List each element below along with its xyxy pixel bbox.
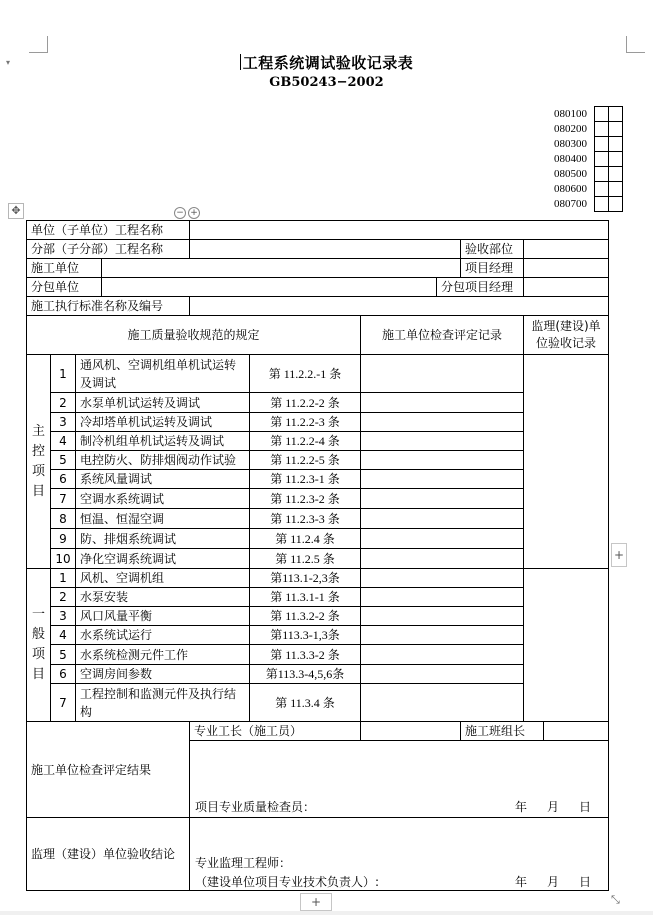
general-item-no: 6 — [51, 665, 76, 684]
main-item-no: 2 — [51, 393, 76, 413]
subcontractor-label: 分包单位 — [27, 278, 102, 297]
main-item-check-input[interactable] — [361, 470, 524, 489]
main-item-name: 通风机、空调机组单机试运转及调试 — [76, 355, 250, 393]
code-checkbox[interactable] — [609, 122, 623, 137]
general-item-name: 风机、空调机组 — [76, 569, 250, 588]
general-item-no: 1 — [51, 569, 76, 588]
general-item-clause: 第 11.3.3-2 条 — [250, 645, 361, 665]
code-checkbox[interactable] — [595, 137, 609, 152]
general-item-name: 水泵安装 — [76, 588, 250, 607]
quality-inspector-label: 项目专业质量检查员： — [195, 800, 316, 814]
main-item-check-input[interactable] — [361, 451, 524, 470]
sub-project-input[interactable] — [190, 240, 461, 259]
standard-name-label: 施工执行标准名称及编号 — [27, 297, 190, 316]
main-item-check-input[interactable] — [361, 549, 524, 569]
main-item-no: 9 — [51, 529, 76, 549]
add-table-row-icon[interactable]: + — [300, 893, 332, 911]
main-item-name: 恒温、恒湿空调 — [76, 509, 250, 529]
general-item-no: 7 — [51, 684, 76, 722]
date-day-label: 日 — [579, 875, 592, 889]
general-item-no: 4 — [51, 626, 76, 645]
main-item-no: 8 — [51, 509, 76, 529]
foreman-label: 专业工长（施工员） — [190, 722, 361, 741]
general-item-check-input[interactable] — [361, 607, 524, 626]
date-year-label: 年 — [515, 875, 528, 889]
team-leader-label: 施工班组长 — [461, 722, 544, 741]
main-item-no: 10 — [51, 549, 76, 569]
main-group-supervisor-input[interactable] — [524, 355, 609, 569]
main-item-clause: 第 11.2.3-1 条 — [250, 470, 361, 489]
contractor-result-area[interactable] — [190, 741, 609, 818]
project-manager-input[interactable] — [524, 259, 609, 278]
sub-project-manager-input[interactable] — [524, 278, 609, 297]
date-month-label: 月 — [547, 875, 560, 889]
code-checkbox[interactable] — [595, 122, 609, 137]
category-code: 080100 — [553, 107, 595, 122]
main-item-clause: 第 11.2.2-4 条 — [250, 432, 361, 451]
page-gutter — [0, 911, 653, 915]
team-leader-input[interactable] — [544, 722, 609, 741]
category-code: 080600 — [553, 182, 595, 197]
date-day-label: 日 — [579, 800, 592, 814]
page-corner-mark-top-right — [626, 36, 645, 53]
general-item-clause: 第 11.3.2-2 条 — [250, 607, 361, 626]
main-item-no: 4 — [51, 432, 76, 451]
contractor-label: 施工单位 — [27, 259, 102, 278]
general-item-name: 空调房间参数 — [76, 665, 250, 684]
unit-project-input[interactable] — [190, 221, 609, 240]
date-month-label: 月 — [547, 800, 560, 814]
code-checkbox[interactable] — [595, 197, 609, 212]
column-header-contractor-check: 施工单位检查评定记录 — [361, 316, 524, 355]
text-cursor — [240, 54, 241, 70]
contractor-input[interactable] — [102, 259, 461, 278]
general-item-name: 水系统试运行 — [76, 626, 250, 645]
main-item-name: 净化空调系统调试 — [76, 549, 250, 569]
supervisor-conclusion-area[interactable] — [190, 818, 609, 891]
insert-column-icon[interactable]: + — [188, 207, 200, 219]
group-char: 项 — [31, 463, 45, 479]
general-item-check-input[interactable] — [361, 569, 524, 588]
main-item-clause: 第 11.2.2.-1 条 — [250, 355, 361, 393]
main-item-no: 7 — [51, 489, 76, 509]
main-item-clause: 第 11.2.3-2 条 — [250, 489, 361, 509]
supervisor-conclusion-label: 监理（建设）单位验收结论 — [27, 818, 190, 891]
general-item-name: 风口风量平衡 — [76, 607, 250, 626]
main-item-check-input[interactable] — [361, 509, 524, 529]
main-item-check-input[interactable] — [361, 393, 524, 413]
table-resize-icon[interactable]: ⤡ — [611, 893, 620, 906]
main-item-name: 防、排烟系统调试 — [76, 529, 250, 549]
main-item-name: 系统风量调试 — [76, 470, 250, 489]
delete-column-icon[interactable]: − — [174, 207, 186, 219]
acceptance-part-label: 验收部位 — [461, 240, 524, 259]
code-checkbox[interactable] — [609, 137, 623, 152]
main-item-clause: 第 11.2.4 条 — [250, 529, 361, 549]
category-code: 080700 — [553, 197, 595, 212]
main-control-group-label — [27, 355, 51, 569]
category-code: 080400 — [553, 152, 595, 167]
main-item-name: 电控防火、防排烟阀动作试验 — [76, 451, 250, 470]
main-item-name: 空调水系统调试 — [76, 489, 250, 509]
general-group-label — [27, 569, 51, 722]
document-title — [0, 52, 653, 73]
general-item-check-input[interactable] — [361, 645, 524, 665]
group-char: 项 — [31, 647, 45, 662]
code-checkbox[interactable] — [609, 107, 623, 122]
main-item-no: 3 — [51, 413, 76, 432]
date-year-label: 年 — [515, 800, 528, 814]
main-item-clause: 第 11.2.2-3 条 — [250, 413, 361, 432]
code-checkbox[interactable] — [595, 107, 609, 122]
column-header-spec: 施工质量验收规范的规定 — [27, 316, 361, 355]
general-item-check-input[interactable] — [361, 626, 524, 645]
column-header-supervisor-accept: 监理(建设)单位验收记录 — [524, 316, 609, 355]
main-item-check-input[interactable] — [361, 489, 524, 509]
category-code-table — [553, 106, 623, 212]
foreman-input[interactable] — [361, 722, 461, 741]
general-item-clause: 第113.3-4,5,6条 — [250, 665, 361, 684]
code-checkbox[interactable] — [595, 152, 609, 167]
acceptance-part-input[interactable] — [524, 240, 609, 259]
general-item-no: 3 — [51, 607, 76, 626]
table-move-handle-icon[interactable]: ✥ — [8, 203, 24, 219]
category-code: 080200 — [553, 122, 595, 137]
general-item-no: 2 — [51, 588, 76, 607]
main-item-check-input[interactable] — [361, 432, 524, 451]
supervising-engineer-label: 专业监理工程师： — [195, 856, 292, 870]
main-item-check-input[interactable] — [361, 355, 524, 393]
code-checkbox[interactable] — [595, 182, 609, 197]
general-item-check-input[interactable] — [361, 684, 524, 722]
document-title-text: 工程系统调试验收记录表 — [242, 54, 414, 72]
code-checkbox[interactable] — [609, 152, 623, 167]
group-char: 般 — [31, 627, 45, 642]
project-manager-label: 项目经理 — [461, 259, 524, 278]
general-group-supervisor-input[interactable] — [524, 569, 609, 722]
code-checkbox[interactable] — [609, 182, 623, 197]
add-row-icon[interactable]: + — [611, 543, 627, 567]
main-item-clause: 第 11.2.5 条 — [250, 549, 361, 569]
general-item-check-input[interactable] — [361, 665, 524, 684]
page-corner-mark-top-left — [29, 36, 48, 53]
general-item-no: 5 — [51, 645, 76, 665]
general-item-clause: 第113.1-2,3条 — [250, 569, 361, 588]
category-code: 080500 — [553, 167, 595, 182]
category-code: 080300 — [553, 137, 595, 152]
main-item-check-input[interactable] — [361, 529, 524, 549]
general-item-check-input[interactable] — [361, 588, 524, 607]
main-item-no: 6 — [51, 470, 76, 489]
main-item-clause: 第 11.2.2-2 条 — [250, 393, 361, 413]
general-item-clause: 第113.3-1,3条 — [250, 626, 361, 645]
group-char: 主 — [31, 423, 45, 439]
group-char: 目 — [31, 667, 45, 682]
general-item-name: 工程控制和监测元件及执行结构 — [76, 684, 250, 722]
general-item-clause: 第 11.3.4 条 — [250, 684, 361, 722]
code-checkbox[interactable] — [609, 167, 623, 182]
code-checkbox[interactable] — [595, 167, 609, 182]
general-item-clause: 第 11.3.1-1 条 — [250, 588, 361, 607]
main-item-name: 冷却塔单机试运转及调试 — [76, 413, 250, 432]
code-checkbox[interactable] — [609, 197, 623, 212]
main-item-clause: 第 11.2.2-5 条 — [250, 451, 361, 470]
sub-project-label: 分部（子分部）工程名称 — [27, 240, 190, 259]
collapse-arrow-icon[interactable]: ▾ — [6, 58, 11, 67]
main-item-no: 5 — [51, 451, 76, 470]
main-item-check-input[interactable] — [361, 413, 524, 432]
standard-name-input[interactable] — [190, 297, 609, 316]
document-standard: GB50243−2002 — [269, 75, 384, 90]
sub-project-manager-label: 分包项目经理 — [437, 278, 524, 297]
owner-rep-label: （建设单位项目专业技术负责人）: — [195, 875, 380, 889]
general-item-name: 水系统检测元件工作 — [76, 645, 250, 665]
unit-project-label: 单位（子单位）工程名称 — [27, 221, 190, 240]
main-item-clause: 第 11.2.3-3 条 — [250, 509, 361, 529]
contractor-result-label: 施工单位检查评定结果 — [27, 722, 190, 818]
subcontractor-input[interactable] — [102, 278, 437, 297]
main-item-no: 1 — [51, 355, 76, 393]
group-char: 控 — [31, 443, 45, 459]
main-item-name: 水泵单机试运转及调试 — [76, 393, 250, 413]
main-item-name: 制冷机组单机试运转及调试 — [76, 432, 250, 451]
group-char: 一 — [31, 607, 45, 622]
group-char: 目 — [31, 483, 45, 499]
